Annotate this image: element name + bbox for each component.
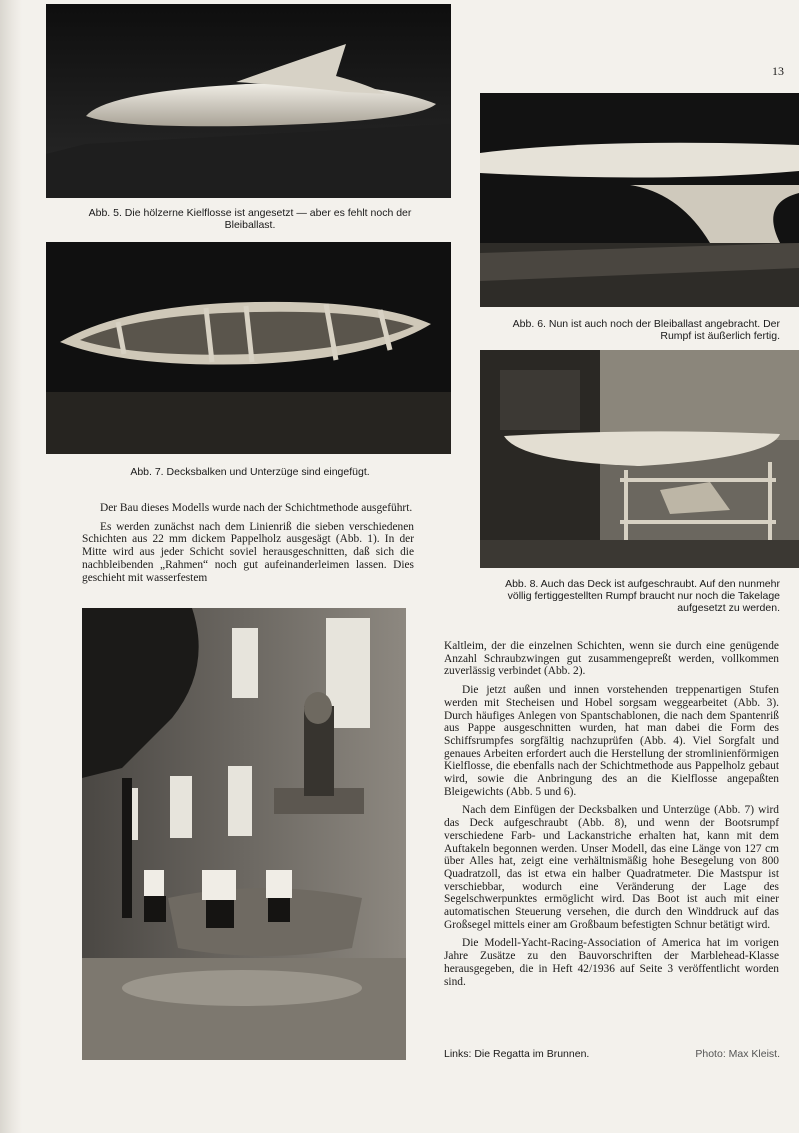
photo-abb7-deck-beams [46, 242, 451, 454]
caption-abb6: Abb. 6. Nun ist auch noch der Bleiballast angebracht. Der Rumpf ist äußerlich fertig. [512, 318, 780, 342]
paragraph: Die Modell-Yacht-Racing-Association of America hat im vorigen Jahre Zusätze zu den Bauvorschriften der Marblehead-Klasse herausgegeben, die in Heft 42/1936 auf Seite 3 veröffentlicht worden sind. [444, 937, 779, 988]
photo-abb8-deck-screwed [480, 350, 799, 568]
paragraph: Es werden zunächst nach dem Linienriß die sieben verschiedenen Schichten aus 22 mm dickem Pappelholz ausgesägt (Abb. 1). In der Mitte wird aus jeder Schicht soviel herausgeschnitten, daß sich die nachbleibenden „Rahmen“ noch gut aufeinanderleimen lassen. Dies geschieht mit wasserfestem [82, 520, 414, 584]
paragraph: Nach dem Einfügen der Decksbalken und Unterzüge (Abb. 7) wird das Deck aufgeschraubt (Abb. 8), und wenn der Bootsrumpf verschiedene Farb- und Lackanstriche erhalten hat, kann mit dem Auftakeln begonnen werden. Unser Modell, das eine Länge von 127 cm über Alles hat, zeigt eine verhältnismäßig hohe Besegelung von 800 Quadratzoll, das ist etwa ein halber Quadratmeter. Die Mastspur ist verschiebbar, wodurch eine Veränderung der Lage des Segelschwerpunktes ermöglicht wird. Das Boot ist auch mit einer automatischen Steuerung versehen, die durch den Winddruck auf das Großsegel mittels einer am Großbaum befestigten Schnur betätigt wird. [444, 804, 779, 931]
photo-regatta-fountain [82, 608, 406, 1060]
caption-abb8: Abb. 8. Auch das Deck ist aufgeschraubt. Auf den nunmehr völlig fertiggestellten Rumpf braucht nur noch die Takelage aufgesetzt zu werden. [505, 578, 780, 614]
article-column-2 [444, 640, 779, 994]
photo-abb6-hull-with-ballast [480, 93, 799, 307]
caption-abb7: Abb. 7. Decksbalken und Unterzüge sind eingefügt. [130, 466, 370, 478]
paragraph: Kaltleim, der die einzelnen Schichten, wenn sie durch eine genügende Anzahl Schraubzwingen gut zusammengepreßt werden, vollkommen zuverlässig verbindet (Abb. 2). [444, 640, 779, 678]
page-number: 13 [772, 64, 784, 78]
paragraph: Die jetzt außen und innen vorstehenden treppenartigen Stufen werden mit Stecheisen und Hobel sorgsam weggearbeitet (Abb. 3). Durch häufiges Anlegen von Spantschablonen, die nach dem Spantenriß aus Pappe ausgeschnitten wurden, hat man dabei die Form des Schiffsrumpfes sorgfältig nachzuprüfen (Abb. 4). Viel Sorgfalt und genaues Arbeiten erfordert auch die Herstellung der stromlinienförmigen Kielflosse, die ebenfalls nach der Schichtmethode aus Pappelholz gebaut wird, sowie die Anbringung des an die Kielflosse angepaßten Bleigewichts (Abb. 5 und 6). [444, 684, 779, 798]
caption-regatta: Links: Die Regatta im Brunnen. [444, 1048, 590, 1060]
page-binding-shadow [0, 0, 22, 1133]
caption-abb5: Abb. 5. Die hölzerne Kielflosse ist angesetzt — aber es fehlt noch der Bleiballast. [88, 207, 412, 231]
photo-abb5-hull-with-keel [46, 4, 451, 198]
article-column-1 [82, 502, 414, 590]
photo-credit: Photo: Max Kleist. [695, 1048, 780, 1060]
paragraph: Der Bau dieses Modells wurde nach der Schichtmethode ausgeführt. [100, 502, 413, 514]
